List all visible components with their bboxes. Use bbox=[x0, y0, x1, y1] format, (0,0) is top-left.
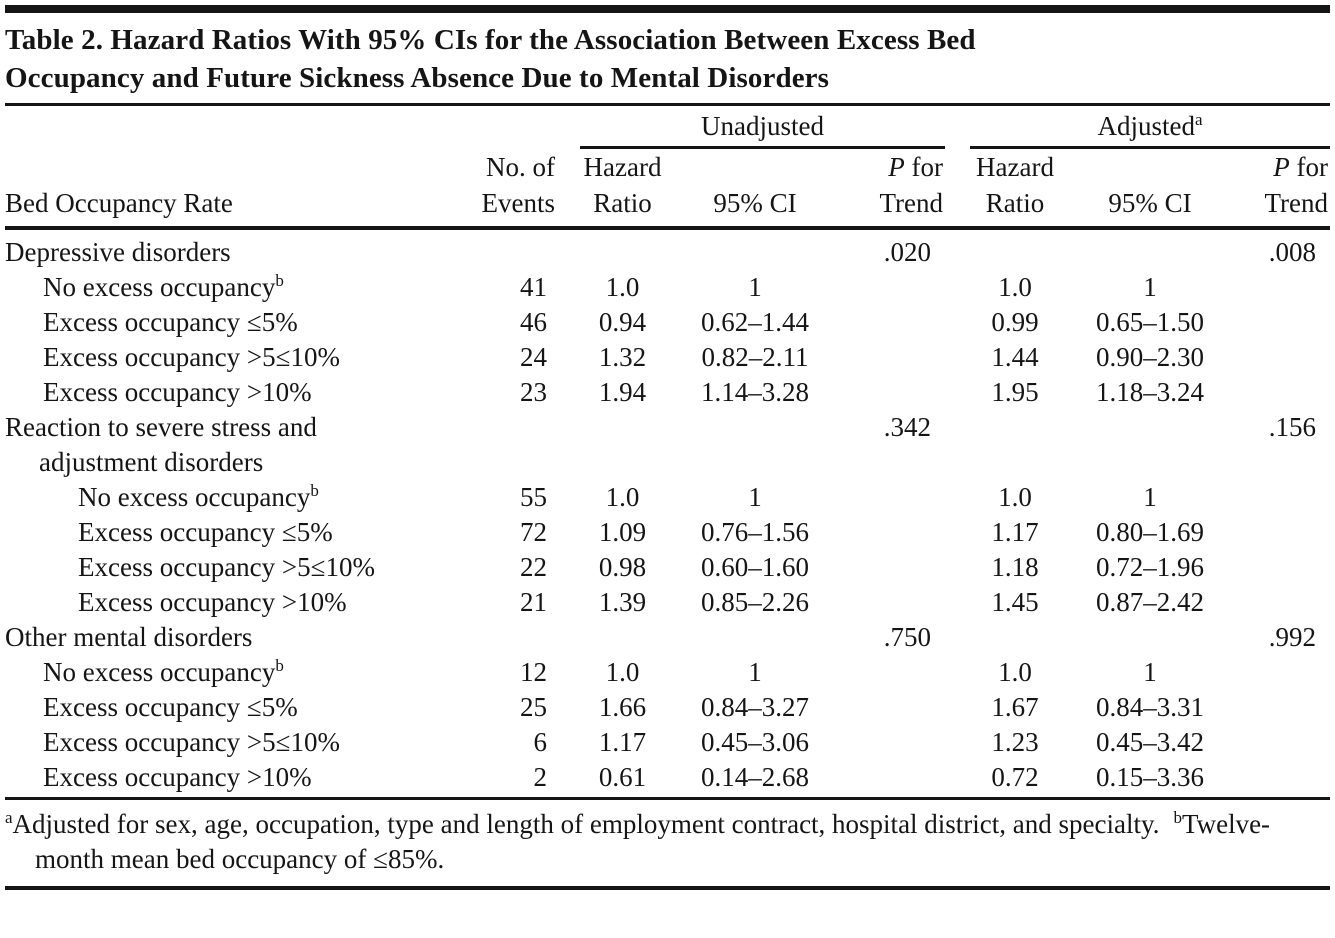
adjusted-ci-header: 95% CI bbox=[1108, 188, 1192, 218]
table-row bbox=[5, 585, 1330, 620]
row-label bbox=[5, 550, 455, 585]
row-label-text: No excess occupancy bbox=[43, 657, 276, 687]
cell-events: 12 bbox=[520, 657, 547, 687]
adjusted-hr-header bbox=[945, 149, 1070, 228]
cell-adjusted-p bbox=[1220, 550, 1330, 585]
cell-unadjusted-ci bbox=[675, 228, 825, 270]
cell-adjusted-ci: 0.45–3.42 bbox=[1096, 727, 1204, 757]
table-row bbox=[5, 515, 1330, 550]
cell-unadjusted-hr: 0.98 bbox=[598, 552, 647, 582]
cell-events bbox=[455, 228, 555, 270]
cell-unadjusted-p bbox=[825, 305, 945, 340]
cell-events: 55 bbox=[520, 482, 547, 512]
cell-adjusted-p bbox=[1220, 585, 1330, 620]
cell-adjusted-p bbox=[1220, 340, 1330, 375]
row-label bbox=[5, 620, 455, 655]
cell-unadjusted-ci bbox=[675, 620, 825, 655]
p-header-line1 bbox=[1220, 149, 1328, 185]
cell-unadjusted-ci: 1 bbox=[748, 272, 762, 302]
cell-unadjusted-ci: 0.45–3.06 bbox=[701, 727, 809, 757]
cell-unadjusted-hr: 1.09 bbox=[598, 517, 647, 547]
row-label-text: No excess occupancy bbox=[78, 482, 311, 512]
row-label-line2: adjustment disorders bbox=[39, 447, 264, 477]
row-label-text: Excess occupancy >10% bbox=[43, 762, 312, 792]
cell-adjusted-p bbox=[1220, 270, 1330, 305]
row-label bbox=[5, 585, 455, 620]
cell-adjusted-hr: 0.99 bbox=[991, 307, 1039, 337]
unadjusted-p-header bbox=[825, 149, 945, 228]
row-label-text: Excess occupancy ≤5% bbox=[78, 517, 333, 547]
cell-unadjusted-p bbox=[825, 655, 945, 690]
events-header bbox=[455, 149, 555, 228]
row-label bbox=[5, 340, 455, 375]
cell-unadjusted-p bbox=[825, 760, 945, 795]
cell-adjusted-ci: 0.80–1.69 bbox=[1096, 517, 1204, 547]
top-rule bbox=[5, 5, 1330, 13]
row-label bbox=[5, 690, 455, 725]
cell-adjusted-p: .156 bbox=[1268, 412, 1317, 442]
row-label bbox=[5, 515, 455, 550]
cell-events: 6 bbox=[533, 727, 547, 757]
cell-unadjusted-p bbox=[825, 725, 945, 760]
cell-unadjusted-p: .020 bbox=[883, 237, 931, 267]
cell-unadjusted-p bbox=[825, 480, 945, 515]
p-rest: for bbox=[1289, 152, 1329, 182]
cell-unadjusted-hr: 1.0 bbox=[605, 482, 640, 512]
adjusted-footnote-marker: a bbox=[1194, 110, 1203, 129]
p-rest: for bbox=[904, 152, 943, 182]
cell-unadjusted-p bbox=[825, 515, 945, 550]
cell-unadjusted-hr bbox=[555, 228, 675, 270]
cell-unadjusted-hr: 1.32 bbox=[598, 342, 647, 372]
events-header-line1: No. of bbox=[486, 152, 555, 182]
cell-events: 46 bbox=[520, 307, 547, 337]
table-row bbox=[5, 725, 1330, 760]
cell-unadjusted-ci: 0.85–2.26 bbox=[701, 587, 809, 617]
table-row bbox=[5, 270, 1330, 305]
cell-unadjusted-ci: 1.14–3.28 bbox=[701, 377, 809, 407]
cell-adjusted-p bbox=[1220, 690, 1330, 725]
cell-unadjusted-p: .750 bbox=[883, 622, 931, 652]
footnote-a bbox=[5, 809, 1159, 839]
table-row bbox=[5, 375, 1330, 410]
unadjusted-label: Unadjusted bbox=[701, 111, 824, 141]
row-label-text: Other mental disorders bbox=[5, 622, 253, 652]
events-header-line2: Events bbox=[481, 188, 555, 218]
table-header bbox=[5, 106, 1330, 228]
cell-adjusted-ci: 0.84–3.31 bbox=[1096, 692, 1204, 722]
column-header-row bbox=[5, 149, 1330, 228]
cell-adjusted-p bbox=[1220, 760, 1330, 795]
table-title-line1: Table 2. Hazard Ratios With 95% CIs for the Association Between Excess Bed bbox=[5, 24, 976, 56]
cell-unadjusted-ci bbox=[675, 410, 825, 480]
p-italic: P bbox=[888, 152, 905, 182]
cell-adjusted-ci bbox=[1070, 620, 1220, 655]
cell-adjusted-hr: 1.0 bbox=[998, 272, 1032, 302]
adjusted-label: Adjusted bbox=[1097, 111, 1195, 141]
cell-unadjusted-ci: 1 bbox=[748, 482, 762, 512]
row-label-text: Excess occupancy ≤5% bbox=[43, 692, 298, 722]
cell-adjusted-hr: 1.17 bbox=[991, 517, 1039, 547]
cell-adjusted-p bbox=[1220, 655, 1330, 690]
row-label bbox=[5, 655, 455, 690]
footnote-b-marker: b bbox=[1173, 808, 1182, 827]
cell-unadjusted-hr: 0.61 bbox=[598, 762, 647, 792]
footnote bbox=[5, 807, 1330, 877]
cell-unadjusted-ci: 0.14–2.68 bbox=[701, 762, 809, 792]
cell-events: 24 bbox=[520, 342, 547, 372]
p-header-line2: Trend bbox=[879, 188, 943, 218]
cell-unadjusted-p bbox=[825, 550, 945, 585]
footnote-marker: b bbox=[310, 481, 319, 500]
cell-unadjusted-p: .342 bbox=[883, 412, 931, 442]
row-label-text: Excess occupancy ≤5% bbox=[43, 307, 298, 337]
table-row bbox=[5, 760, 1330, 795]
adjusted-p-header bbox=[1220, 149, 1330, 228]
cell-unadjusted-hr: 1.39 bbox=[598, 587, 647, 617]
p-italic: P bbox=[1273, 152, 1290, 182]
row-label-text: No excess occupancy bbox=[43, 272, 276, 302]
footnote-b-text: Twelve-month mean bed occupancy of ≤85%. bbox=[35, 809, 1271, 874]
hazard-ratio-table bbox=[5, 106, 1330, 795]
group-row bbox=[5, 228, 1330, 270]
cell-events bbox=[455, 410, 555, 480]
table-row bbox=[5, 550, 1330, 585]
cell-adjusted-p bbox=[1220, 305, 1330, 340]
cell-adjusted-ci: 1.18–3.24 bbox=[1096, 377, 1204, 407]
spanner-row bbox=[5, 106, 1330, 149]
row-label bbox=[5, 270, 455, 305]
table-row bbox=[5, 655, 1330, 690]
footnote-block bbox=[5, 797, 1330, 886]
cell-adjusted-p bbox=[1220, 480, 1330, 515]
hr-header-line2: Ratio bbox=[593, 188, 652, 218]
cell-unadjusted-p bbox=[825, 375, 945, 410]
cell-adjusted-ci: 0.15–3.36 bbox=[1096, 762, 1204, 792]
cell-unadjusted-p bbox=[825, 690, 945, 725]
group-row bbox=[5, 620, 1330, 655]
cell-events: 23 bbox=[520, 377, 547, 407]
cell-events: 72 bbox=[520, 517, 547, 547]
cell-adjusted-p: .008 bbox=[1268, 237, 1317, 267]
row-label-text: Depressive disorders bbox=[5, 237, 231, 267]
table-row bbox=[5, 480, 1330, 515]
cell-unadjusted-ci: 0.82–2.11 bbox=[701, 342, 809, 372]
cell-unadjusted-ci: 0.60–1.60 bbox=[701, 552, 809, 582]
p-header-line1 bbox=[825, 149, 943, 185]
hr-header-line1: Hazard bbox=[583, 152, 662, 182]
cell-adjusted-ci: 1 bbox=[1143, 272, 1157, 302]
cell-unadjusted-ci: 1 bbox=[748, 657, 762, 687]
cell-unadjusted-p bbox=[825, 270, 945, 305]
cell-unadjusted-ci: 0.84–3.27 bbox=[701, 692, 809, 722]
cell-adjusted-ci: 0.72–1.96 bbox=[1096, 552, 1204, 582]
table-title-line2: Occupancy and Future Sickness Absence Due to Mental Disorders bbox=[5, 62, 830, 94]
cell-events: 25 bbox=[520, 692, 547, 722]
row-label-text: Reaction to severe stress and bbox=[5, 412, 317, 442]
cell-adjusted-p bbox=[1220, 725, 1330, 760]
cell-adjusted-hr: 1.0 bbox=[998, 657, 1032, 687]
footnote-a-marker: a bbox=[5, 808, 13, 827]
cell-adjusted-ci: 0.65–1.50 bbox=[1096, 307, 1204, 337]
cell-unadjusted-ci: 0.76–1.56 bbox=[701, 517, 809, 547]
row-label-text: Excess occupancy >5≤10% bbox=[43, 727, 340, 757]
cell-adjusted-p: .992 bbox=[1268, 622, 1317, 652]
cell-unadjusted-hr bbox=[555, 410, 675, 480]
unadjusted-ci-header: 95% CI bbox=[713, 188, 797, 218]
cell-events: 41 bbox=[520, 272, 547, 302]
cell-adjusted-hr bbox=[945, 228, 1070, 270]
row-label bbox=[5, 410, 455, 480]
cell-unadjusted-ci: 0.62–1.44 bbox=[701, 307, 809, 337]
group-row bbox=[5, 410, 1330, 480]
cell-unadjusted-p bbox=[825, 340, 945, 375]
cell-adjusted-hr: 1.45 bbox=[991, 587, 1039, 617]
adjusted-spanner bbox=[945, 106, 1330, 149]
cell-unadjusted-hr: 1.17 bbox=[598, 727, 647, 757]
row-label bbox=[5, 305, 455, 340]
cell-adjusted-p bbox=[1220, 375, 1330, 410]
cell-adjusted-hr: 1.0 bbox=[998, 482, 1032, 512]
cell-adjusted-hr bbox=[945, 620, 1070, 655]
row-label bbox=[5, 228, 455, 270]
cell-adjusted-ci: 0.90–2.30 bbox=[1096, 342, 1204, 372]
cell-adjusted-ci: 1 bbox=[1143, 482, 1157, 512]
row-label bbox=[5, 375, 455, 410]
cell-unadjusted-hr: 1.0 bbox=[605, 272, 640, 302]
stub-header: Bed Occupancy Rate bbox=[5, 188, 233, 218]
cell-adjusted-hr: 1.18 bbox=[991, 552, 1039, 582]
row-label-text: Excess occupancy >5≤10% bbox=[43, 342, 340, 372]
hr-header-line2: Ratio bbox=[985, 188, 1045, 218]
footnote-marker: b bbox=[275, 656, 284, 675]
table-title bbox=[5, 21, 1330, 97]
cell-adjusted-hr: 1.44 bbox=[991, 342, 1039, 372]
cell-unadjusted-hr: 1.94 bbox=[598, 377, 647, 407]
cell-unadjusted-p bbox=[825, 585, 945, 620]
cell-unadjusted-hr: 1.0 bbox=[605, 657, 640, 687]
cell-adjusted-ci: 1 bbox=[1143, 657, 1157, 687]
cell-adjusted-ci: 0.87–2.42 bbox=[1096, 587, 1204, 617]
footnote-a-text: Adjusted for sex, age, occupation, type and length of employment contract, hospital district, and specialty. bbox=[12, 809, 1160, 839]
cell-adjusted-ci bbox=[1070, 410, 1220, 480]
unadjusted-hr-header bbox=[555, 149, 675, 228]
p-header-line2: Trend bbox=[1264, 188, 1329, 218]
cell-adjusted-hr bbox=[945, 410, 1070, 480]
bottom-rule bbox=[5, 886, 1330, 890]
row-label bbox=[5, 725, 455, 760]
spacer-cell bbox=[5, 106, 555, 149]
table-row bbox=[5, 305, 1330, 340]
unadjusted-spanner bbox=[555, 106, 945, 149]
cell-events: 21 bbox=[520, 587, 547, 617]
cell-adjusted-p bbox=[1220, 515, 1330, 550]
cell-events: 2 bbox=[533, 762, 547, 792]
cell-events bbox=[455, 620, 555, 655]
cell-adjusted-hr: 1.23 bbox=[991, 727, 1039, 757]
cell-adjusted-hr: 1.95 bbox=[991, 377, 1039, 407]
footnote-marker: b bbox=[275, 271, 284, 290]
row-label bbox=[5, 480, 455, 515]
table-row bbox=[5, 690, 1330, 725]
table-row bbox=[5, 340, 1330, 375]
cell-adjusted-hr: 0.72 bbox=[991, 762, 1039, 792]
cell-adjusted-ci bbox=[1070, 228, 1220, 270]
cell-adjusted-hr: 1.67 bbox=[991, 692, 1039, 722]
hr-header-line1: Hazard bbox=[976, 152, 1054, 182]
cell-unadjusted-hr: 1.66 bbox=[598, 692, 647, 722]
cell-events: 22 bbox=[520, 552, 547, 582]
row-label-text: Excess occupancy >10% bbox=[78, 587, 347, 617]
row-label bbox=[5, 760, 455, 795]
cell-unadjusted-hr bbox=[555, 620, 675, 655]
table-body bbox=[5, 228, 1330, 795]
row-label-text: Excess occupancy >5≤10% bbox=[78, 552, 375, 582]
row-label-text: Excess occupancy >10% bbox=[43, 377, 312, 407]
cell-unadjusted-hr: 0.94 bbox=[598, 307, 647, 337]
